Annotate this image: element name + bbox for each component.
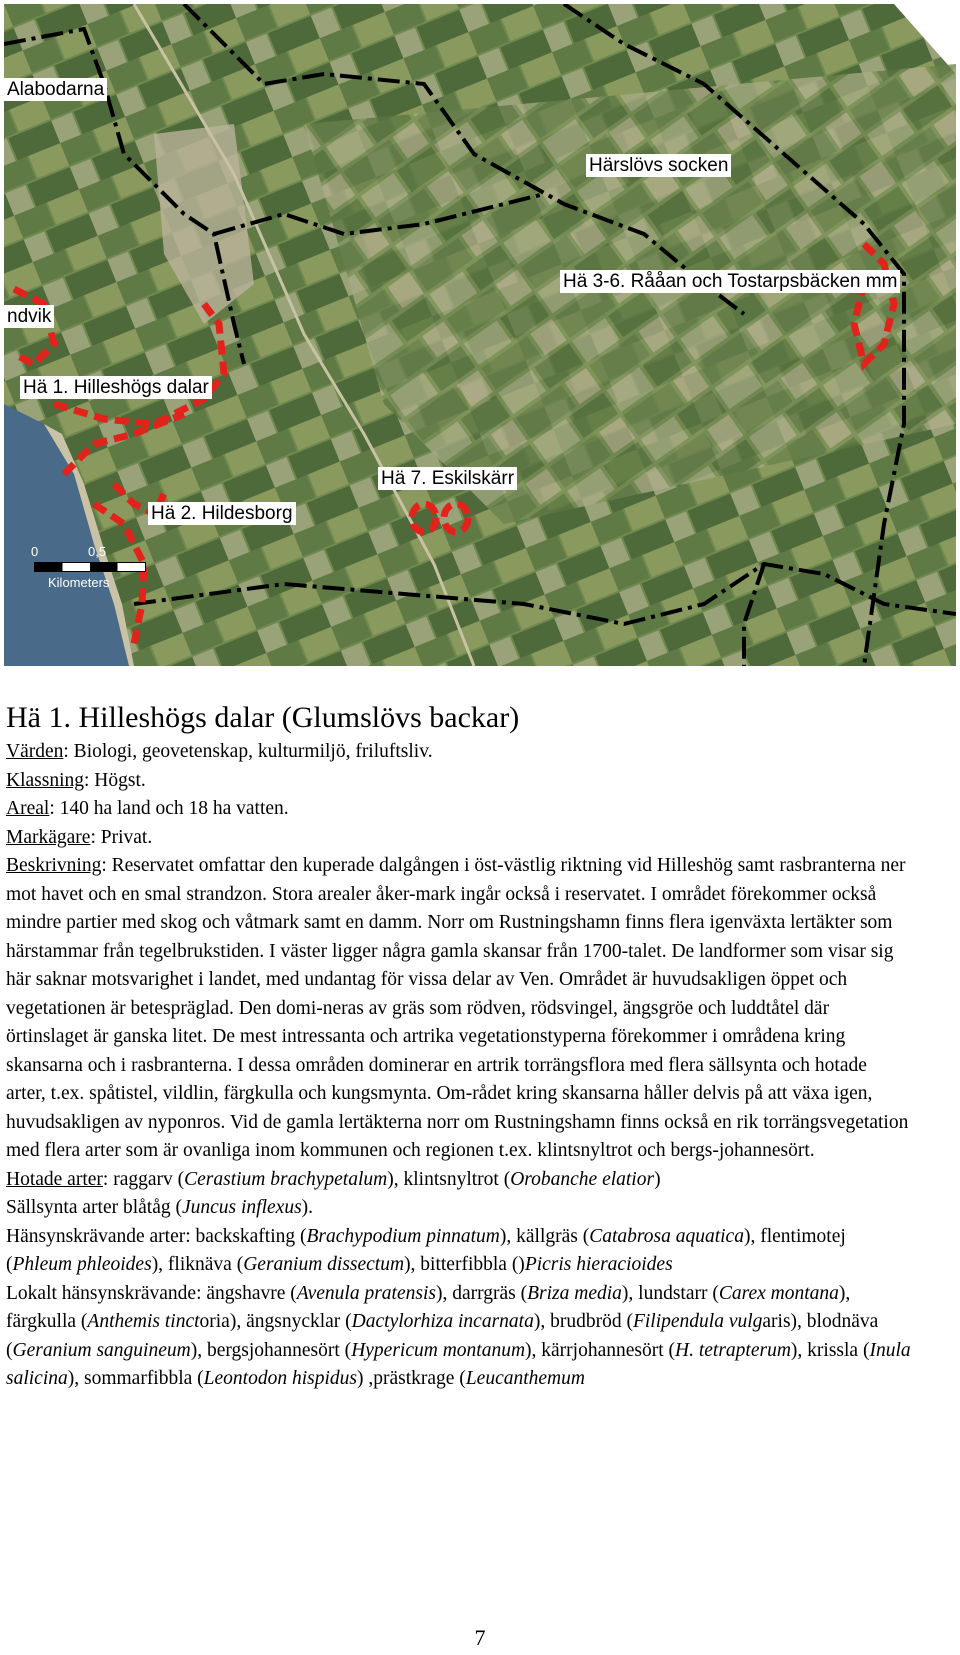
fact-label: Areal [6, 798, 50, 819]
fact-beskrivning [6, 852, 911, 1166]
label-ndvik: ndvik [4, 305, 54, 328]
species-name: Geranium dissectum [243, 1254, 405, 1275]
label-ha2: Hä 2. Hildesborg [148, 502, 296, 525]
text-run: ), källgräs ( [499, 1225, 590, 1247]
species-name: Brachypodium pinnatum [306, 1225, 500, 1247]
text-run: ), färgkulla ( [6, 1282, 851, 1332]
fact-markagare [6, 824, 911, 853]
fact-value: : Högst. [84, 769, 146, 791]
text-run: Hänsynskrävande arter: backskafting ( [6, 1225, 307, 1247]
scale-graphic [34, 562, 146, 572]
text-run: ) [654, 1168, 661, 1190]
fact-label: Värden [6, 741, 64, 762]
label-ha3-6: Hä 3-6. Rååan och Tostarpsbäcken mm [560, 270, 900, 293]
species-name: Briza media [527, 1282, 622, 1304]
label-alabodarna: Alabodarna [4, 78, 107, 101]
text-run: ), flentimotej ( [6, 1225, 846, 1275]
species-name: Hypericum montanum [351, 1339, 526, 1361]
text-run: ), bergsjohannesört ( [190, 1339, 352, 1361]
label-harslovs-socken: Härslövs socken [586, 154, 731, 177]
species-name: Picris hieracioides [524, 1254, 673, 1275]
text-run: ). [301, 1197, 314, 1218]
section-title: Hä 1. Hilleshögs dalar (Glumslövs backar) [6, 701, 520, 734]
species-name: Leucanthemum [465, 1368, 585, 1389]
fact-label: Klassning [6, 769, 84, 791]
text-run: Sällsynta arter blåtåg ( [6, 1197, 182, 1218]
page-number: 7 [474, 1625, 486, 1650]
scale-half: 0,5 [88, 544, 107, 559]
species-name: Filipendula vulg [632, 1311, 763, 1332]
text-run: ) ,prästkrage ( [356, 1368, 466, 1389]
species-name: Geranium sanguineum [12, 1339, 191, 1361]
species-name: Anthemis tinct [87, 1311, 200, 1332]
species-name: Carex montana [718, 1282, 839, 1304]
text-run: : raggarv ( [102, 1168, 185, 1190]
hotade-arter [6, 1166, 911, 1195]
hansynskravande-arter [6, 1223, 911, 1280]
text-run: ), bitterfibbla () [404, 1254, 525, 1275]
text-run: ), krissla ( [790, 1339, 870, 1361]
fact-label: Markägare [6, 826, 91, 848]
fact-value: : Biologi, geovetenskap, kulturmiljö, friluftsliv. [63, 741, 433, 762]
fact-value: : Reservatet omfattar den kuperade dalgången i öst-västlig riktning vid Hilleshög samt rasbranterna ner mot havet och en smal strandzon. Stora arealer åker-mark ingår också i reservatet. I området förekommer också mindre partier med skog och våtmark samt en damm. Norr om Rustningshamn finns flera igenväxta lertäkter som härstammar från tegelbrukstiden. I väster ligger några gamla skansar från 1700-talet. De landformer som visar sig här saknar motsvarighet i landet, med undantag för vissa delar av Ven. Området är huvudsakligen öppet och vegetationen är betespräglad. Den domi-neras av gräs som rödven, rödsvingel, ängsgröe och luddtåtel där örtinslaget är ganska litet. De mest intressanta och artrika vegetationstyperna förekommer i områdena kring skansarna och i rasbranterna. I dessa områden dominerar en artrik torrängsflora med flera sällsynta och hotade arter, t.ex. spåtistel, vildlin, färgkulla och kungsmynta. Om-rådet kring skansarna håller delvis på att växa igen, huvudsakligen av nyponros. Vid de gamla lertäkterna norr om Rustningshamn finns också en rik torrängsvegetation med flera arter som är ovanliga inom kommunen och regionen t.ex. klintsnyltrot och bergs-johannesört. [6, 855, 909, 1161]
species-name: Phleum phleoides [12, 1254, 152, 1275]
species-name: Dactylorhiza incarnata [351, 1311, 534, 1332]
species-name: Orobanche elatior [510, 1168, 655, 1190]
document-body [6, 700, 911, 1394]
species-name: Leontodon hispidus [203, 1368, 357, 1389]
lokalt-hansynskravande [6, 1280, 911, 1394]
text-run: ), kärrjohannesört ( [525, 1339, 676, 1361]
hotade-label: Hotade arter [6, 1168, 103, 1190]
text-run: ), brudbröd ( [533, 1311, 633, 1332]
scale-unit: Kilometers [48, 575, 110, 590]
text-run: ), lundstarr ( [621, 1282, 719, 1304]
label-ha7: Hä 7. Eskilskärr [378, 467, 517, 490]
species-name: Catabrosa aquatica [589, 1225, 744, 1247]
text-run: ), fliknäva ( [151, 1254, 244, 1275]
fact-varden [6, 738, 911, 767]
scale-bar [30, 544, 150, 594]
species-name: Inula salicina [6, 1339, 911, 1389]
species-name: Avenula pratensis [296, 1282, 436, 1304]
species-name: Cerastium brachypetalum [184, 1168, 388, 1190]
fact-klassning [6, 767, 911, 796]
fact-label: Beskrivning [6, 855, 102, 876]
text-run: Lokalt hänsynskrävande: ängshavre ( [6, 1282, 297, 1304]
species-name: H. tetrapterum [675, 1339, 791, 1361]
aerial-map [4, 4, 956, 666]
sallsynta-arter [6, 1194, 911, 1223]
text-run: ), klintsnyltrot ( [387, 1168, 511, 1190]
text-run: aris), blodnäva ( [6, 1311, 879, 1361]
fact-value: : 140 ha land och 18 ha vatten. [49, 798, 289, 819]
fact-areal [6, 795, 911, 824]
scale-zero: 0 [31, 544, 39, 559]
text-run: ), darrgräs ( [435, 1282, 528, 1304]
species-name: Juncus inflexus [181, 1197, 302, 1218]
text-run: ), sommarfibbla ( [67, 1368, 204, 1389]
label-ha1: Hä 1. Hilleshögs dalar [20, 376, 212, 399]
text-run: oria), ängsnycklar ( [199, 1311, 352, 1332]
fact-value: : Privat. [90, 826, 153, 848]
